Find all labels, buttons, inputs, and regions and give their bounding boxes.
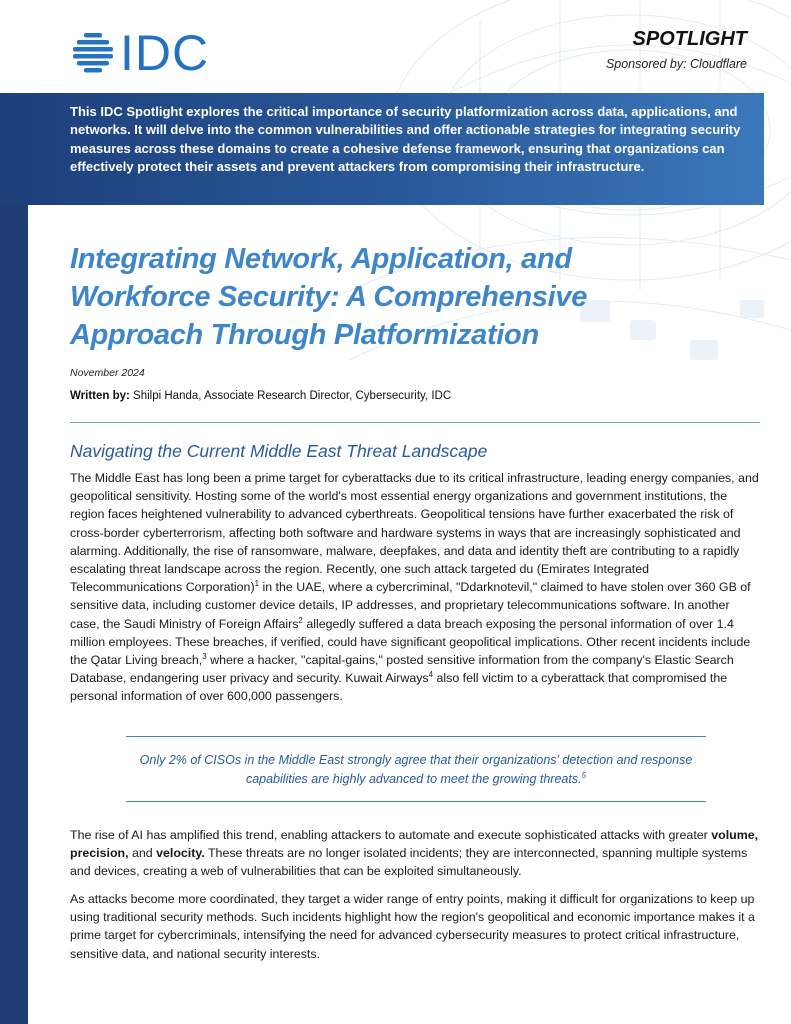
author-name: Shilpi Handa, Associate Research Director, Cybersecurity, IDC [133, 390, 452, 402]
paragraph-2: The rise of AI has amplified this trend, enabling attackers to automate and execute sophisticated attacks with greater volume, precision, and velocity. These threats are no longer isolated incidents; they are interconnected, spanning multiple systems and devices, creating a web of vulnerabilities that can be exploited simultaneously. [70, 828, 759, 879]
footnote-3[interactable]: 3 [202, 651, 207, 661]
intro-banner: This IDC Spotlight explores the critical importance of security platformization across data, applications, and networks. It will delve into the common vulnerabilities and offer actionable strategies for integrating security measures across these domains to create a cohesive defense framework, ensuring that organizations can effectively protect their assets and prevent attackers from compromising their infrastructure. [0, 93, 764, 205]
paragraph-3: As attacks become more coordinated, they target a wider range of entry points, making it difficult for organizations to keep up using traditional security methods. Such incidents highlight how the region's geopolitical and economic importance makes it a prime target for cybercriminals, intensifying the need for advanced cybersecurity measures to protect critical infrastructure, sensitive data, and national security interests. [70, 892, 755, 961]
quote-rule-top [126, 736, 706, 737]
paragraph-1: The Middle East has long been a prime target for cyberattacks due to its critical infrastructure, leading energy companies, and geopolitical sensitivity. Hosting some of the world's most essential energy organizations and government institutions, the region faces heightened vulnerability to advanced cyberthreats. Geopolitical tensions have further exacerbated the risk of cross-border cyberterrorism, affecting both software and hardware systems in ways that are increasingly sophisticated and alarming. Additionally, the rise of ransomware, malware, deepfakes, and data and identity theft are contributing to a rapidly escalating threat landscape across the region. Recently, one such attack targeted du (Emirates Integrated Telecommunications Corporation)$^1$ in the UAE, where a cybercriminal, "Ddarknotevil," claimed to have stolen over 360 GB of sensitive data, including customer device details, IP addresses, and proprietary telecommunications software. In another case, the Saudi Ministry of Foreign Affairs$^2$ allegedly suffered a data breach exposing the personal information of over 1.4 million employees. These breaches, if verified, could have significant geopolitical implications. Other recent incidents include the Qatar Living breach,$^3$ where a hacker, "capital-gains," posted sensitive information from the company's Elastic Search Database, endangering user privacy and security. Kuwait Airways$^4$ also fell victim to a cyberattack that compromised the personal information of over 600,000 passengers. [70, 471, 759, 704]
left-accent-bar [0, 93, 28, 1024]
author-label: Written by: [70, 390, 130, 402]
document-title: Integrating Network, Application, and Workforce Security: A Comprehensive Approach Through Platformization [70, 243, 588, 351]
footnote-5[interactable]: 5 [581, 770, 587, 780]
section-heading: Navigating the Current Middle East Threat Landscape [70, 441, 488, 461]
publication-date: November 2024 [70, 367, 145, 379]
idc-logo [70, 25, 210, 81]
footnote-2[interactable]: 2 [298, 615, 303, 625]
quote-rule-bottom [126, 801, 706, 802]
pull-quote: Only 2% of CISOs in the Middle East strongly agree that their organizations' detection and response capabilities are highly advanced to meet the growing threats.$^5$ [139, 753, 693, 786]
sponsor-label: Sponsored by: Cloudflare [605, 57, 747, 71]
footnote-1[interactable]: 1 [254, 579, 260, 589]
logo-wordmark: IDC [120, 25, 210, 81]
doc-type-label: SPOTLIGHT [632, 28, 747, 50]
section-divider [70, 422, 760, 423]
footnote-4[interactable]: 4 [428, 670, 434, 680]
idc-globe-icon [70, 30, 116, 76]
doc-type-block [606, 28, 747, 71]
author-line [70, 390, 451, 402]
